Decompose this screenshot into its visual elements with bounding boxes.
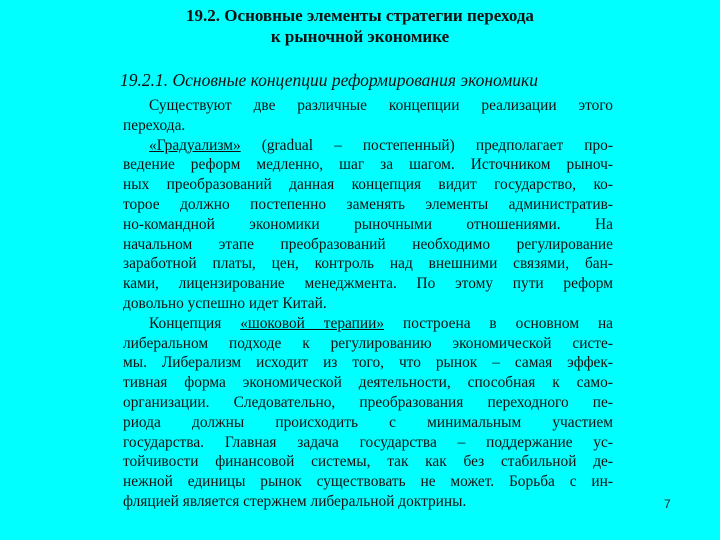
body-line: организации. Следовательно, преобразования переходного пе-	[123, 393, 613, 411]
body-line: тивная форма экономической деятельности, способная к само-	[123, 374, 613, 392]
body-line-text: Концепция	[149, 314, 241, 332]
body-line: довольно успешно идет Китай.	[123, 294, 327, 312]
slide-title-line-1: 19.2. Основные элементы стратегии перехода	[186, 6, 534, 25]
body-line: Существуют две различные концепции реализации этого	[149, 97, 613, 114]
body-text	[123, 96, 613, 512]
body-line: перехода.	[123, 116, 186, 134]
slide-title-line-2: к рыночной экономике	[270, 27, 450, 46]
body-line	[123, 136, 613, 156]
body-line-text: построена в основном на	[384, 314, 614, 332]
body-line: ками, лицензирование менеджмента. По этому пути реформ	[123, 275, 613, 293]
body-line: заработной платы, цен, контроль над внешними связями, бан-	[123, 255, 613, 273]
body-line-text: (gradual – постепенный) предполагает про-	[240, 136, 613, 154]
underlined-term: «Градуализм»	[149, 136, 241, 154]
page-number: 7	[664, 497, 671, 511]
body-line: фляцией является стержнем либеральной доктрины.	[123, 492, 467, 510]
body-line: тойчивости финансовой системы, так как без стабильной де-	[123, 453, 613, 471]
body-line: государства. Главная задача государства – поддержание ус-	[123, 433, 613, 451]
body-line: мы. Либерализм исходит из того, что рынок – самая эффек-	[123, 354, 613, 372]
body-line: начальном этапе преобразований необходимо регулирование	[123, 235, 613, 253]
body-line: ведение реформ медленно, шаг за шагом. Источником рыноч-	[123, 156, 613, 174]
body-line: нежной единицы рынок существовать не может. Борьба с ин-	[123, 473, 613, 491]
section-subtitle: 19.2.1. Основные концепции реформирования экономики	[120, 70, 538, 90]
body-line: риода должны происходить с минимальным участием	[123, 413, 613, 431]
body-line: но-командной экономики рыночными отношениями. На	[123, 215, 613, 233]
body-line	[123, 314, 613, 334]
body-line: ных преобразований данная концепция видит государство, ко-	[123, 176, 613, 194]
body-line: либеральном подходе к регулированию экономической систе-	[123, 334, 613, 352]
body-line: торое должно постепенно заменять элементы административ-	[123, 195, 613, 213]
underlined-term: «шоковой терапии»	[240, 314, 385, 332]
slide-title	[0, 5, 720, 47]
